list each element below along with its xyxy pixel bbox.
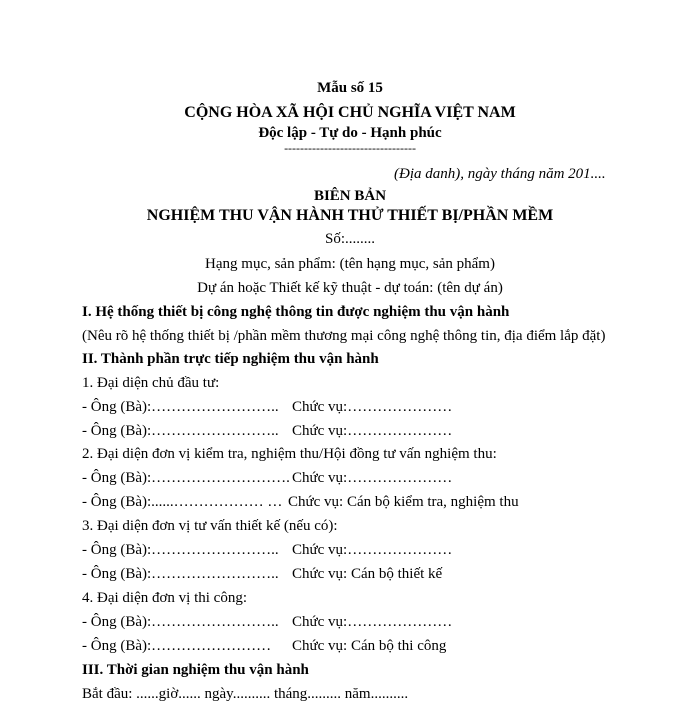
date-line: (Địa danh), ngày tháng năm 201.... bbox=[394, 166, 606, 182]
section1-heading: I. Hệ thống thiết bị công nghệ thông tin được nghiệm thu vận hành bbox=[82, 304, 510, 320]
role-field: Chức vụ: Cán bộ kiểm tra, nghiệm thu bbox=[288, 494, 519, 510]
role-field: Chức vụ: Cán bộ thi công bbox=[292, 638, 447, 654]
name-field: - Ông (Bà):…………………… bbox=[82, 638, 272, 654]
role-field: Chức vụ:………………… bbox=[292, 470, 453, 486]
doc-subtitle: NGHIỆM THU VẬN HÀNH THỬ THIẾT BỊ/PHẦN MỀM bbox=[146, 207, 554, 224]
project-line: Dự án hoặc Thiết kế kỹ thuật - dự toán: (tên dự án) bbox=[197, 280, 503, 296]
name-field: - Ông (Bà):…………………….. bbox=[82, 614, 279, 630]
start-time-line: Bắt đầu: ......giờ...... ngày.......... tháng......... năm.......... bbox=[82, 686, 409, 702]
item-line: Hạng mục, sản phẩm: (tên hạng mục, sản phẩm) bbox=[205, 256, 495, 272]
role-field: Chức vụ:………………… bbox=[292, 542, 453, 558]
name-field: - Ông (Bà):…………………….. bbox=[82, 566, 279, 582]
group-title: 1. Đại diện chủ đầu tư: bbox=[82, 375, 220, 391]
section3-heading: III. Thời gian nghiệm thu vận hành bbox=[82, 662, 309, 678]
header-separator: --------------------------------- bbox=[284, 141, 416, 155]
role-field: Chức vụ:………………… bbox=[292, 399, 453, 415]
group-title: 3. Đại diện đơn vị tư vấn thiết kế (nếu có): bbox=[82, 518, 338, 534]
name-field: - Ông (Bà):…………………….. bbox=[82, 423, 279, 439]
role-field: Chức vụ:………………… bbox=[292, 423, 453, 439]
country-name: CỘNG HÒA XÃ HỘI CHỦ NGHĨA VIỆT NAM bbox=[184, 104, 516, 121]
name-field: - Ông (Bà):…………………….. bbox=[82, 399, 279, 415]
name-field: - Ông (Bà):………………………. bbox=[82, 470, 290, 486]
section1-note: (Nêu rõ hệ thống thiết bị /phần mềm thương mại công nghệ thông tin, địa điểm lắp đặt) bbox=[82, 328, 606, 344]
doc-number: Số:........ bbox=[324, 231, 375, 247]
group-title: 2. Đại diện đơn vị kiểm tra, nghiệm thu/Hội đồng tư vấn nghiệm thu: bbox=[82, 446, 497, 462]
role-field: Chức vụ:………………… bbox=[292, 614, 453, 630]
group-title: 4. Đại diện đơn vị thi công: bbox=[82, 590, 247, 606]
motto: Độc lập - Tự do - Hạnh phúc bbox=[258, 125, 442, 141]
name-field: - Ông (Bà):......……………… … bbox=[82, 494, 283, 510]
section2-heading: II. Thành phần trực tiếp nghiệm thu vận hành bbox=[82, 351, 379, 367]
doc-title: BIÊN BẢN bbox=[313, 188, 387, 204]
role-field: Chức vụ: Cán bộ thiết kế bbox=[292, 566, 443, 582]
form-number: Mẫu số 15 bbox=[317, 80, 383, 96]
name-field: - Ông (Bà):…………………….. bbox=[82, 542, 279, 558]
